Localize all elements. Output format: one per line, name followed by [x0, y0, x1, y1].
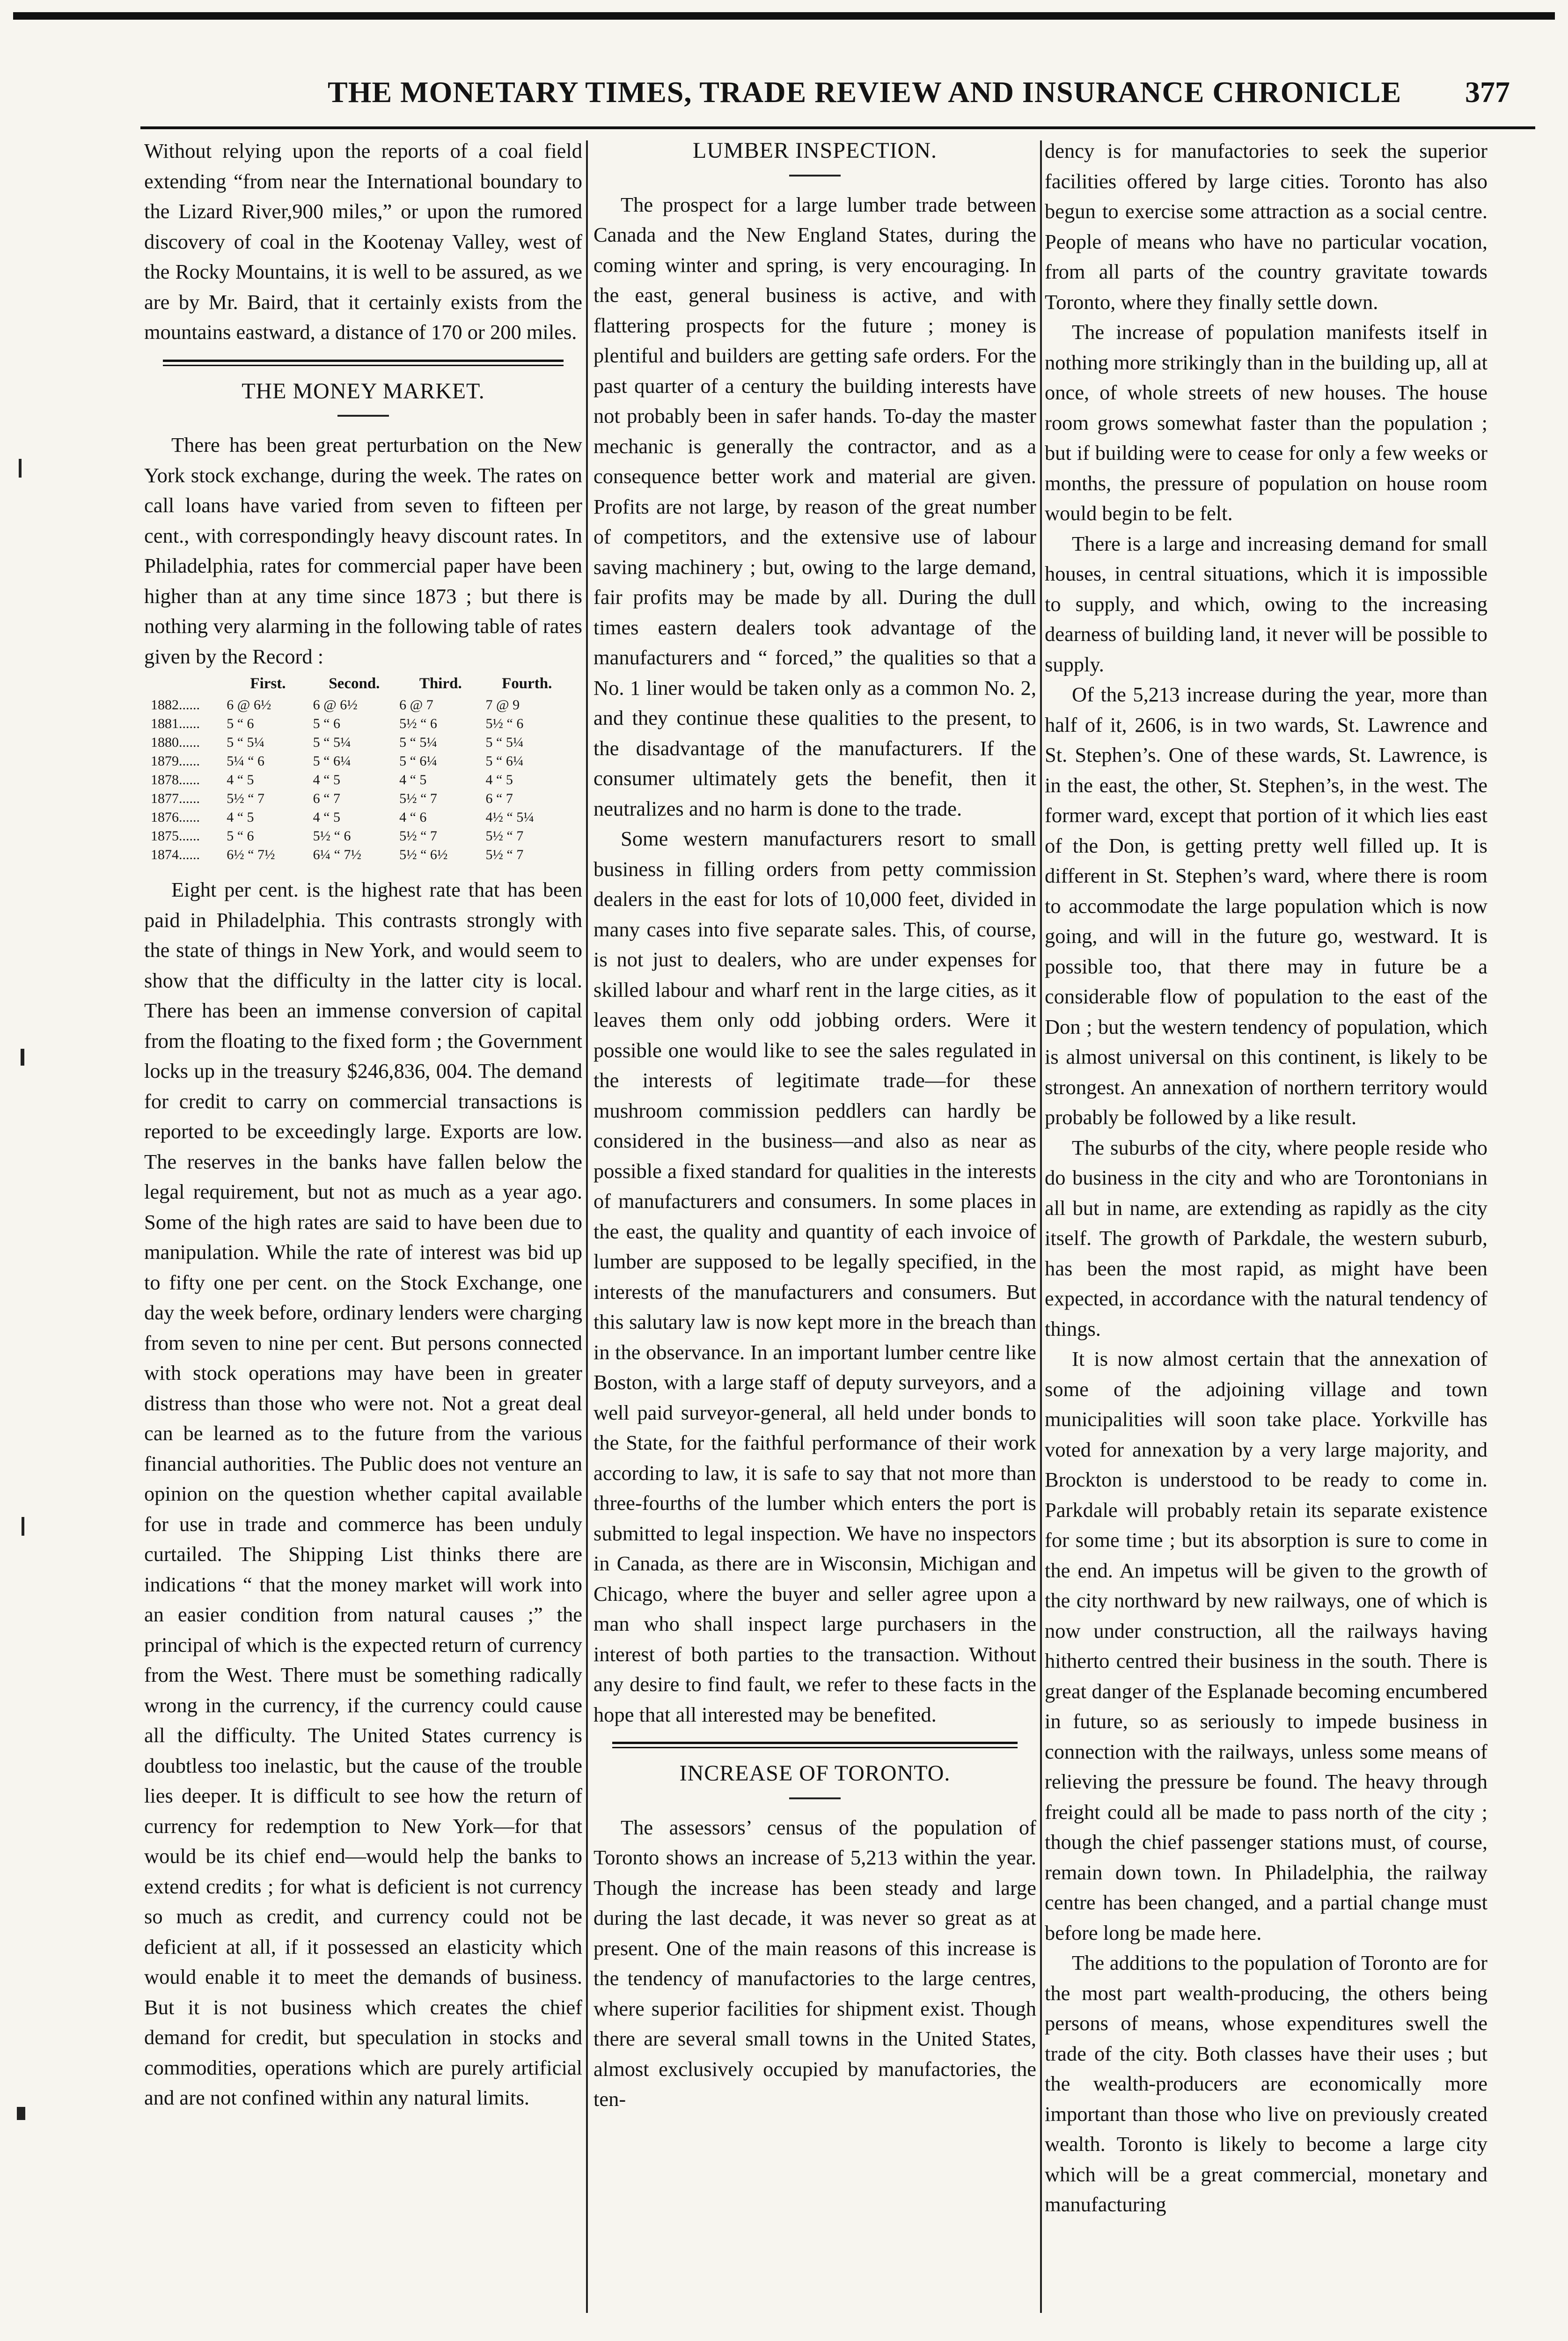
- column-2: [593, 136, 1036, 2114]
- rate-cell: 6½ “ 7½: [227, 847, 275, 862]
- page-header: [0, 70, 1568, 122]
- section-heading: THE MONEY MARKET.: [242, 378, 485, 404]
- row-year: 1878......: [151, 772, 200, 788]
- rate-cell: 5½ “ 6: [399, 716, 437, 731]
- row-year: 1874......: [151, 847, 200, 862]
- rate-cell: 4 “ 5: [227, 772, 254, 788]
- paragraph: The additions to the population of Toronto are for the most part wealth-producing, the others being persons of means, whose expenditures swell the trade of the city. Both classes have their uses ; but the wealth-producers are economically more important than those who live on previously created wealth. Toronto is likely to become a large city which will be a great commercial, monetary and manufacturing: [1045, 1951, 1487, 2216]
- row-year: 1877......: [151, 791, 200, 806]
- paragraph: Eight per cent. is the highest rate that has been paid in Philadelphia. This contrasts strongly with the state of things in New York, and would seem to show that the difficulty in the latter city is local. There has been an immense conversion of capital from the floating to the fixed form ; the Government locks up in the treasury $246,836, 004. The demand for credit to carry on commercial transactions is reported to be exceedingly large. Exports are low. The reserves in the banks have fallen below the legal requirement, but not as much as a year ago. Some of the high rates are said to have been due to manipulation. While the rate of interest was bid up to fifty one per cent. on the Stock Exchange, one day the week before, ordinary lenders were charging from seven to nine per cent. But persons connected with stock operations may have been in greater distress than those who were not. Not a great deal can be learned as to the future from the various financial authorities. The Public does not venture an opinion on the question whether capital available for use in trade and commerce has been unduly curtailed. The Shipping List thinks there are indications “ that the money market will work into an easier condition from natural causes ;” the principal of which is the expected return of currency from the West. There must be something radically wrong in the currency, if the currency could cause all the difficulty. The United States currency is doubtless too inelastic, but the cause of the trouble lies deeper. It is difficult to see how the return of currency for redemption to New York—for that would be its chief end—would help the banks to extend credits ; for what is deficient is not currency so much as credit, and currency could not be deficient at all, if it possessed an elasticity which would enable it to meet the demands of business. But it is not business which creates the chief demand for credit, but speculation in stocks and commodities, operations which are purely artificial and are not confined within any natural limits.: [144, 878, 582, 2109]
- rate-cell: 5 “ 6: [227, 828, 254, 844]
- rate-cell: 5 “ 5¼: [227, 735, 265, 750]
- table-row: [149, 752, 570, 771]
- rate-cell: 7 @ 9: [485, 697, 520, 713]
- page-title: THE MONETARY TIMES, TRADE REVIEW AND INSURANCE CHRONICLE: [328, 75, 1402, 109]
- section-heading: LUMBER INSPECTION.: [692, 138, 938, 163]
- rate-cell: 5 “ 6¼: [485, 753, 524, 769]
- table-row: [149, 696, 570, 714]
- paragraph: Some western manufacturers resort to small business in filling orders from petty commission dealers in the east for lots of 10,000 feet, divided in many cases into five separate sales. This, of course, is not just to dealers, who are under expenses for skilled labour and wharf rent in the large cities, as it leaves them only odd jobbing orders. Were it possible one would like to see the sales regulated in the interests of legitimate trade—for these mushroom commission peddlers can hardly be considered in the business—and also as near as possible a fixed standard for qualities in the interests of manufacturers and consumers. In some places in the east, the quality and quantity of each invoice of lumber are supposed to be legally specified, in the interests of the manufacturers and consumers. But this salutary law is now kept more in the breach than in the observance. In an important lumber centre like Boston, with a large staff of deputy surveyors, and a well paid surveyor-general, all held under bonds to the State, for the faithful performance of their work according to law, it is safe to say that not more than three-fourths of the lumber which enters the port is submitted to legal inspection. We have no inspectors in Canada, as there are in Wisconsin, Michigan and Chicago, where the buyer and seller agree upon a man who shall inspect large purchasers in the interest of both parties to the transaction. Without any desire to find fault, we refer to these facts in the hope that all interested may be benefited.: [593, 827, 1036, 1726]
- rate-cell: 5½ “ 7: [485, 828, 524, 844]
- section-heading: INCREASE OF TORONTO.: [679, 1761, 951, 1786]
- paragraph: The assessors’ census of the population of Toronto shows an increase of 5,213 within the year. Though the increase has been steady and large during the last decade, it was never so great as at present. One of the main reasons of this increase is the tendency of manufactories to the large centres, where superior facilities for shipment exist. Though there are several small towns in the United States, almost exclusively occupied by manufactories, the ten-: [593, 1815, 1036, 2111]
- rate-cell: 4 “ 5: [399, 772, 427, 788]
- table-row: [149, 846, 570, 864]
- paragraph: Without relying upon the reports of a coal field extending “from near the International boundary to the Lizard River,900 miles,” or upon the rumored discovery of coal in the Kootenay Valley, west of the Rocky Mountains, it is well to be assured, as we are by Mr. Baird, that it certainly exists from the mountains eastward, a distance of 170 or 200 miles.: [144, 139, 582, 344]
- header-rule: [140, 126, 1535, 129]
- paragraph: There has been great perturbation on the New York stock exchange, during the week. The rates on call loans have varied from seven to fifteen per cent., with correspondingly heavy discount rates. In Philadelphia, rates for commercial paper have been higher than at any time since 1873 ; but there is nothing very alarming in the following table of rates given by the Record :: [144, 433, 582, 668]
- rate-cell: 5 “ 5¼: [399, 735, 437, 750]
- row-year: 1876......: [151, 810, 200, 825]
- paragraph: The suburbs of the city, where people reside who do business in the city and who are Torontonians in all but in name, are extending as rapidly as the city itself. The growth of Parkdale, the western suburb, has been the most rapid, as might have been expected, in accordance with the natural tendency of things.: [1045, 1135, 1487, 1340]
- paragraph: The prospect for a large lumber trade between Canada and the New England States, during the coming winter and spring, is very encouraging. In the east, general business is active, and with flattering prospects for the future ; money is plentiful and builders are getting safe orders. For the past quarter of a century the building interests have not probably been in safer hands. To-day the master mechanic is generally the contractor, and as a consequence better work and material are given. Profits are not large, by reason of the great number of competitors, and the extensive use of labour saving machinery ; but, owing to the large demand, fair profits may be made by all. During the dull times eastern dealers took advantage of the manufacturers and “ forced,” the qualities so that a No. 1 liner would be taken only as a common No. 2, and they continue these qualities to the present, to the disadvantage of the manufacturers. If the consumer ultimately gets the benefit, then it neutralizes and no harm is done to the trade.: [593, 192, 1036, 820]
- column-1: [144, 136, 582, 2113]
- rate-cell: 5 “ 5¼: [313, 735, 351, 750]
- rate-cell: 5½ “ 7: [485, 847, 524, 862]
- paragraph: The increase of population manifests itself in nothing more strikingly than in the building up, all at once, of whole streets of new houses. The house room grows somewhat faster than the population ; but if building were to cease for only a few weeks or months, the pressure of population on house room would begin to be felt.: [1045, 320, 1487, 525]
- rate-cell: 5 “ 6: [313, 716, 340, 731]
- paragraph: It is now almost certain that the annexation of some of the adjoining village and town municipalities will soon take place. Yorkville has voted for annexation by a very large majority, and Brockton is understood to be ready to come in. Parkdale will probably retain its separate existence for some time ; but its absorption is sure to come in the end. An impetus will be given to the growth of the city northward by new railways, one of which is now under construction, all the railways having hitherto centred their business in the south. There is great danger of the Esplanade becoming encumbered in future, so as seriously to impede business in connection with the railways, unless some means of relieving the pressure be found. The heavy through freight could all be made to pass north of the city ; though the chief passenger stations must, of course, remain down town. In Philadelphia, the railway centre has been changed, and a partial change must before long be made here.: [1045, 1347, 1487, 1944]
- table-row: [149, 827, 570, 846]
- paragraph: Of the 5,213 increase during the year, more than half of it, 2606, is in two wards, St. Lawrence and St. Stephen’s. One of these wards, St. Lawrence, is in the east, the other, St. Stephen’s, in the west. The former ward, except that portion of it which lies east of the Don, is getting pretty well filled up. It is different in St. Stephen’s ward, where there is room to accommodate the large population which is now going, and will in the future go, westward. It is possible too, that there may in future be a considerable flow of population to the east of the Don ; but the western tendency of population, which is almost universal on this continent, is likely to be strongest. An annexation of northern territory would probably be followed by a like result.: [1045, 683, 1487, 1129]
- heading-dash: [337, 415, 389, 417]
- margin-mark: [22, 1517, 24, 1536]
- row-year: 1879......: [151, 753, 200, 769]
- rate-cell: 6 @ 7: [399, 697, 433, 713]
- heading-dash: [789, 175, 841, 177]
- column-3: [1045, 136, 1487, 2220]
- rate-cell: 5½ “ 7: [399, 828, 437, 844]
- rate-cell: 5½ “ 7: [227, 791, 265, 806]
- table-header: Third.: [419, 675, 462, 692]
- rate-cell: 5½ “ 6: [485, 716, 524, 731]
- paragraph: dency is for manufactories to seek the superior facilities offered by large cities. Toronto has also begun to exercise some attraction as a social centre. People of means who have no particular vocation, from all parts of the country gravitate towards Toronto, where they finally settle down.: [1045, 139, 1487, 314]
- margin-mark: [21, 1049, 24, 1066]
- table-header: First.: [250, 675, 286, 692]
- rate-cell: 6 @ 6½: [227, 697, 271, 713]
- rate-cell: 4 “ 5: [485, 772, 513, 788]
- rate-cell: 5 “ 6: [227, 716, 254, 731]
- heading-dash: [789, 1797, 841, 1799]
- rate-cell: 4 “ 5: [227, 810, 254, 825]
- margin-mark: [17, 2107, 25, 2120]
- rate-cell: 4 “ 5: [313, 772, 340, 788]
- rate-cell: 5 “ 6¼: [399, 753, 437, 769]
- rates-table: [149, 674, 570, 864]
- table-row: [149, 733, 570, 752]
- row-year: 1882......: [151, 697, 200, 713]
- rate-cell: 6¼ “ 7½: [313, 847, 361, 862]
- table-row: [149, 808, 570, 827]
- table-row: [149, 789, 570, 808]
- rate-cell: 4 “ 5: [313, 810, 340, 825]
- margin-mark: [19, 459, 22, 478]
- column-rule: [586, 140, 588, 2313]
- paragraph: There is a large and increasing demand for small houses, in central situations, which it is impossible to supply, and which, owing to the increasing dearness of building land, it never will be possible to supply.: [1045, 531, 1487, 676]
- rate-cell: 6 “ 7: [313, 791, 340, 806]
- section-separator: [163, 360, 564, 366]
- table-header: Second.: [329, 675, 380, 692]
- page-number: 377: [1465, 75, 1510, 109]
- rate-cell: 5½ “ 6: [313, 828, 351, 844]
- top-border-rule: [13, 12, 1555, 20]
- rate-cell: 5½ “ 7: [399, 791, 437, 806]
- row-year: 1881......: [151, 716, 200, 731]
- table-row: [149, 771, 570, 789]
- rate-cell: 4 “ 6: [399, 810, 427, 825]
- row-year: 1875......: [151, 828, 200, 844]
- rate-cell: 5¼ “ 6: [227, 753, 265, 769]
- rate-cell: 5 “ 5¼: [485, 735, 524, 750]
- row-year: 1880......: [151, 735, 200, 750]
- rate-cell: 5 “ 6¼: [313, 753, 351, 769]
- table-header: Fourth.: [502, 675, 552, 692]
- rate-cell: 4½ “ 5¼: [485, 810, 534, 825]
- rate-cell: 5½ “ 6½: [399, 847, 448, 862]
- table-header: [149, 674, 225, 696]
- rate-cell: 6 @ 6½: [313, 697, 358, 713]
- table-row: [149, 714, 570, 733]
- section-separator: [612, 1742, 1018, 1748]
- rate-cell: 6 “ 7: [485, 791, 513, 806]
- column-rule: [1040, 140, 1042, 2313]
